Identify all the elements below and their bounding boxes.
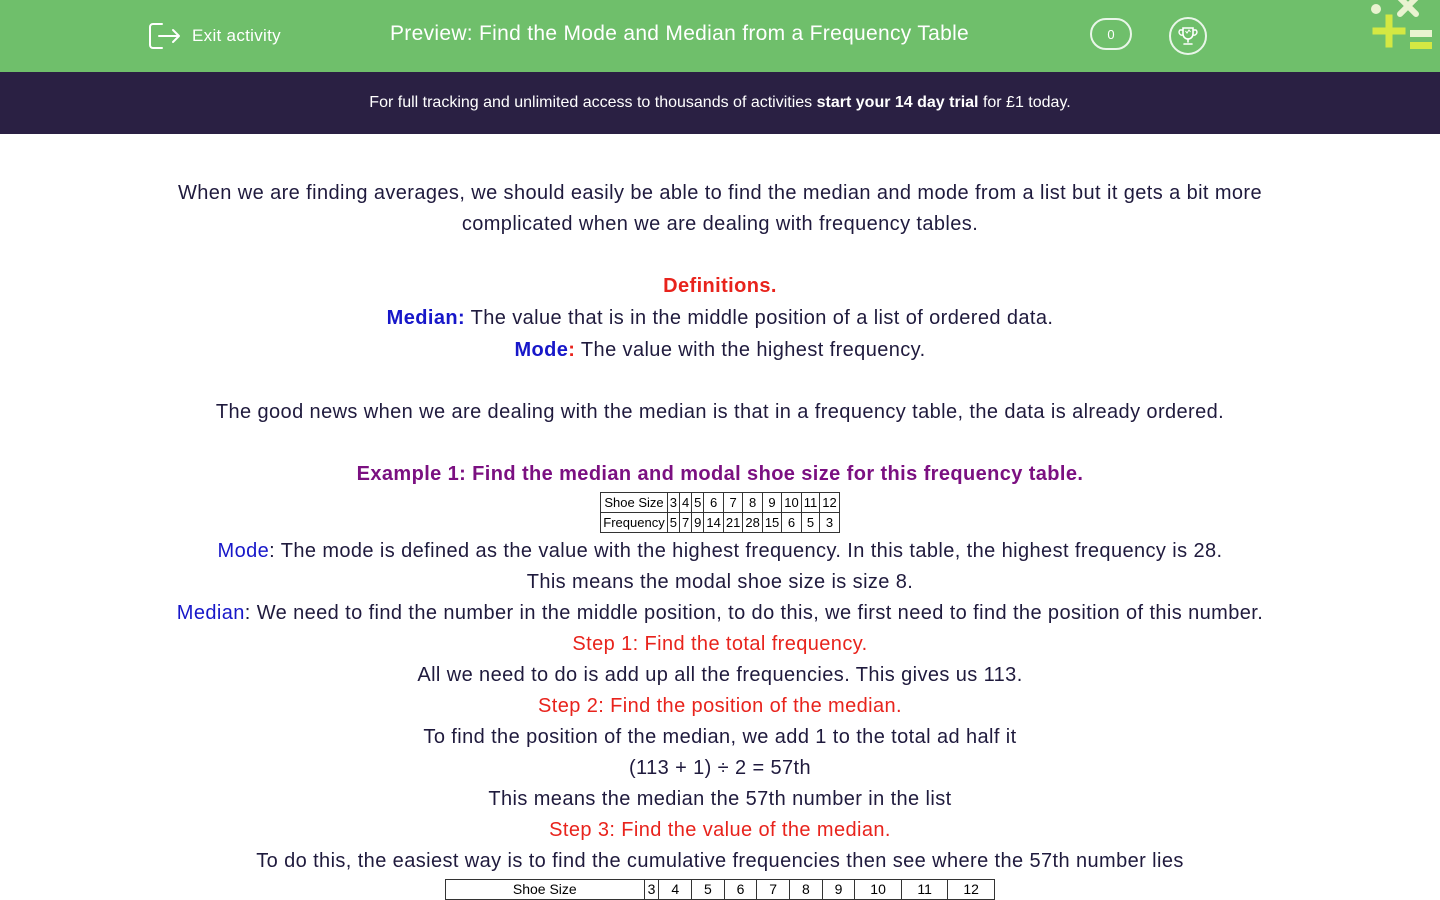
- table-cell: 3: [644, 880, 659, 900]
- table-header-cell: Frequency: [601, 513, 667, 533]
- median-explanation: [150, 598, 1290, 629]
- banner-trial-link[interactable]: start your 14 day trial: [816, 94, 979, 111]
- table-cell: 9: [822, 880, 855, 900]
- median-term: Median: [386, 307, 458, 329]
- good-news-text: The good news when we are dealing with the median is that in a frequency table, the data is already ordered.: [215, 401, 1225, 423]
- table-cell: 3: [667, 493, 679, 513]
- step3-text: To do this, the easiest way is to find the cumulative frequencies then see where the 57th number lies: [256, 850, 1184, 872]
- table-cell: 5: [801, 513, 820, 533]
- table-cell: 3: [820, 513, 839, 533]
- step3-heading: Step 3: Find the value of the median.: [549, 819, 891, 841]
- mode-term: Mode: [514, 339, 569, 361]
- table-row: [446, 880, 995, 900]
- table-cell: 8: [743, 493, 762, 513]
- intro-text: When we are finding averages, we should easily be able to find the median and mode from a list but it gets a bit more complicated when we are dealing with frequency tables.: [177, 182, 1263, 235]
- table-cell: 6: [704, 493, 723, 513]
- step2-text: To find the position of the median, we add 1 to the total ad half it: [423, 726, 1017, 748]
- table-cell: 6: [782, 513, 801, 533]
- trial-banner: [0, 72, 1440, 134]
- median-label: Median: [176, 602, 245, 624]
- exit-activity-label: Exit activity: [192, 26, 281, 45]
- cumulative-frequency-table: [445, 879, 995, 900]
- trophy-button[interactable]: [1169, 17, 1207, 55]
- median-def-text: The value that is in the middle position of a list of ordered data.: [465, 307, 1054, 329]
- table-cell: 7: [679, 513, 691, 533]
- step2-heading: Step 2: Find the position of the median.: [538, 695, 902, 717]
- table-cell: 5: [692, 880, 725, 900]
- step2-result: This means the median the 57th number in the list: [488, 788, 952, 810]
- table-cell: 12: [948, 880, 995, 900]
- score-badge: 0: [1090, 18, 1132, 50]
- table-cell: 10: [782, 493, 801, 513]
- table-header-cell: Shoe Size: [446, 880, 645, 900]
- table-cell: 9: [692, 513, 704, 533]
- lesson-content: [150, 178, 1290, 900]
- definitions-heading: Definitions.: [663, 275, 777, 297]
- step1-text: All we need to do is add up all the frequencies. This gives us 113.: [417, 664, 1023, 686]
- banner-text-before: For full tracking and unlimited access to thousands of activities: [369, 94, 813, 111]
- exit-icon: [148, 21, 182, 51]
- table-cell: 8: [790, 880, 823, 900]
- table-cell: 7: [757, 880, 790, 900]
- table-cell: 12: [820, 493, 839, 513]
- table-cell: 4: [659, 880, 692, 900]
- page-title: Preview: Find the Mode and Median from a Frequency Table: [390, 22, 970, 45]
- table-row: [601, 513, 839, 533]
- table-header-cell: Shoe Size: [601, 493, 667, 513]
- logo: [1360, 0, 1440, 72]
- table-cell: 28: [743, 513, 762, 533]
- table-cell: 5: [667, 513, 679, 533]
- mode-explanation: [150, 536, 1290, 567]
- table-row: [601, 493, 839, 513]
- table-cell: 14: [704, 513, 723, 533]
- trophy-icon: [1177, 25, 1199, 47]
- example-heading: Example 1: Find the median and modal shoe size for this frequency table.: [356, 463, 1084, 485]
- banner-text-after: for £1 today.: [982, 94, 1071, 111]
- mode-colon: :: [568, 339, 576, 361]
- table-cell: 6: [724, 880, 757, 900]
- mode-label: Mode: [217, 540, 270, 562]
- table-cell: 21: [723, 513, 742, 533]
- mode-definition: [150, 335, 1290, 366]
- top-bar: [0, 0, 1440, 72]
- exit-activity-button[interactable]: [148, 20, 281, 52]
- median-explanation-text: : We need to find the number in the middle position, to do this, we first need to find the position of this number.: [244, 602, 1264, 624]
- median-definition: [150, 303, 1290, 334]
- table-cell: 11: [901, 880, 948, 900]
- mode-explanation-text: : The mode is defined as the value with the highest frequency. In this table, the highest frequency is 28.: [269, 540, 1223, 562]
- table-cell: 15: [762, 513, 781, 533]
- mode-def-text: The value with the highest frequency.: [575, 339, 926, 361]
- step2-calculation: (113 + 1) ÷ 2 = 57th: [628, 757, 812, 779]
- table-cell: 5: [692, 493, 704, 513]
- mode-result: This means the modal shoe size is size 8.: [526, 571, 914, 593]
- table-cell: 7: [723, 493, 742, 513]
- frequency-table: [600, 492, 839, 533]
- table-cell: 11: [801, 493, 820, 513]
- table-cell: 4: [679, 493, 691, 513]
- table-cell: 10: [855, 880, 902, 900]
- step1-heading: Step 1: Find the total frequency.: [572, 633, 868, 655]
- median-colon: :: [457, 307, 466, 329]
- table-cell: 9: [762, 493, 781, 513]
